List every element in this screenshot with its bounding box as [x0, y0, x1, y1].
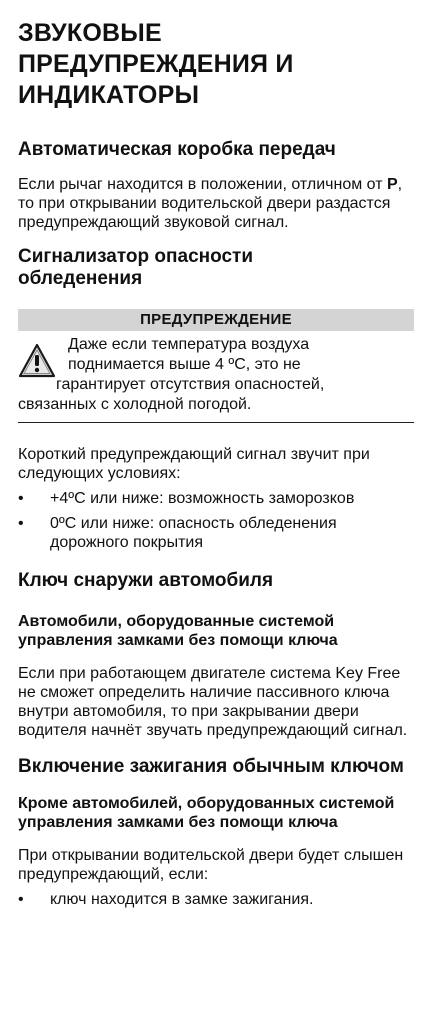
- list-item: [18, 514, 414, 552]
- warning-text-line-2: поднимается выше 4 ºC, это не: [68, 356, 301, 373]
- subheading-keyless-vehicles: Автомобили, оборудованные системой управления замками без помощи ключа: [18, 613, 338, 649]
- warning-title-bar: ПРЕДУПРЕЖДЕНИЕ: [18, 309, 414, 331]
- ice-conditions-list: [18, 489, 414, 552]
- section-heading-ignition-key: Включение зажигания обычным ключом: [18, 756, 404, 777]
- page-title: ЗВУКОВЫЕ ПРЕДУПРЕЖДЕНИЯ И ИНДИКАТОРЫ: [18, 19, 294, 109]
- gear-position-p: P: [386, 176, 398, 193]
- paragraph-text-before: Если рычаг находится в положении, отличном от: [18, 176, 387, 193]
- paragraph-text-after: , то при открывании водительской двери раздастся предупреждающий звуковой сигнал.: [18, 176, 403, 231]
- section-heading-key-outside: Ключ снаружи автомобиля: [18, 570, 274, 591]
- list-item: [18, 489, 414, 508]
- warning-text-line-3: гарантирует отсутствия опасностей,: [56, 376, 325, 393]
- heading-line-1: Сигнализатор опасности: [18, 246, 254, 267]
- paragraph-ice-intro: Короткий предупреждающий сигнал звучит при следующих условиях:: [18, 446, 370, 482]
- paragraph-key-outside: Если при работающем двигателе система Key Free не сможет определить наличие пассивного ключа внутри автомобиля, то при закрывании двери водителя начнёт звучать предупреждающий сигнал.: [18, 665, 408, 739]
- warning-box: [18, 335, 414, 415]
- warning-triangle-icon: [18, 343, 56, 379]
- warning-text-line-4: связанных с холодной погодой.: [18, 396, 252, 413]
- paragraph-ignition-key: При открывании водительской двери будет слышен предупреждающий, если:: [18, 847, 404, 883]
- heading-line-2: обледенения: [18, 268, 143, 289]
- list-item-text: +4ºC или ниже: возможность заморозков: [50, 490, 355, 507]
- paragraph-automatic-transmission: [18, 175, 414, 232]
- warning-divider: [18, 422, 414, 423]
- list-item-text: 0ºC или ниже: опасность обледенения дорожного покрытия: [50, 515, 337, 551]
- warning-text-line-1: Даже если температура воздуха: [68, 336, 310, 353]
- bullet: •: [18, 515, 24, 532]
- bullet: •: [18, 891, 24, 908]
- section-heading-automatic-transmission: Автоматическая коробка передач: [18, 139, 336, 160]
- section-heading-ice-warning: [18, 246, 414, 290]
- ignition-conditions-list: [18, 890, 414, 909]
- list-item: [18, 890, 414, 909]
- list-item-text: ключ находится в замке зажигания.: [50, 891, 314, 908]
- subheading-non-keyless-vehicles: Кроме автомобилей, оборудованных системой управления замками без помощи ключа: [18, 795, 395, 831]
- bullet: •: [18, 490, 24, 507]
